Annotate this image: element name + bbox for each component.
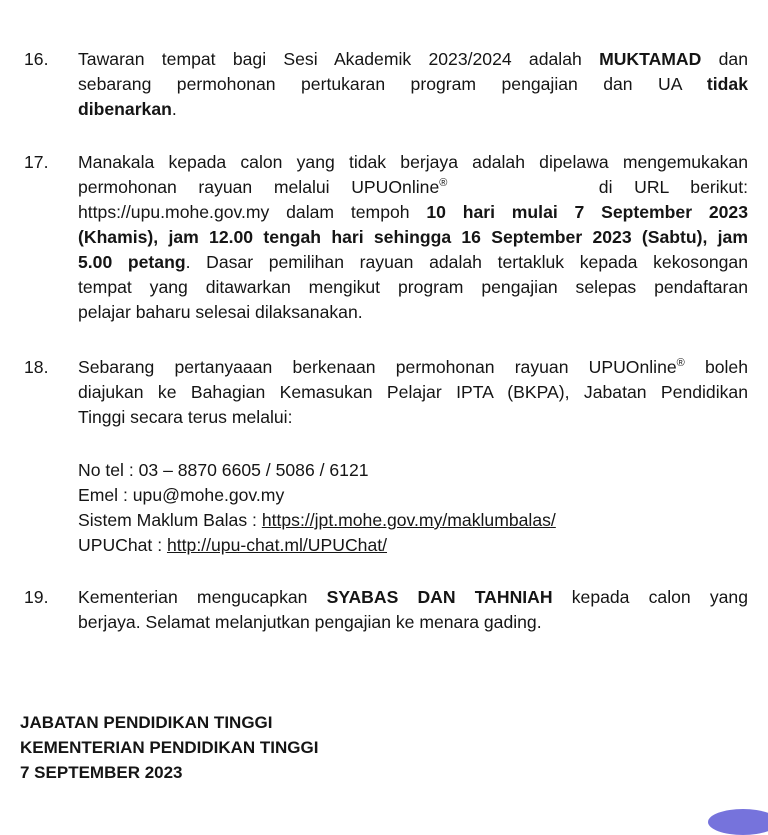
text-run: permohonan rayuan melalui UPUOnline bbox=[78, 177, 440, 197]
text-line bbox=[78, 250, 748, 275]
paragraph-number: 16. bbox=[24, 49, 49, 69]
bold-text: SYABAS DAN TAHNIAH bbox=[326, 587, 553, 607]
text-line: berjaya. Selamat melanjutkan pengajian ke menara gading. bbox=[78, 612, 542, 632]
text-run: . bbox=[171, 99, 177, 119]
contact-list bbox=[78, 458, 758, 558]
contact-chat bbox=[78, 533, 758, 558]
paragraph-body bbox=[78, 150, 748, 325]
text-run: kepada calon yang bbox=[552, 587, 748, 607]
chat-label: UPUChat : bbox=[78, 535, 167, 555]
text-run: . Dasar pemilihan rayuan adalah tertakluk kepada kekosongan bbox=[185, 252, 748, 272]
chat-link[interactable]: http://upu-chat.ml/UPUChat/ bbox=[166, 535, 388, 555]
text-line bbox=[78, 47, 748, 72]
registered-mark: ® bbox=[439, 177, 448, 189]
signature-block bbox=[20, 710, 318, 785]
paragraph-16 bbox=[24, 47, 748, 122]
text-run: boleh bbox=[704, 357, 749, 377]
text-run: Kementerian mengucapkan bbox=[78, 587, 327, 607]
paragraph-number: 19. bbox=[24, 587, 49, 607]
paragraph-17 bbox=[24, 150, 748, 325]
paragraph-body bbox=[78, 47, 748, 122]
bold-text: tidak bbox=[706, 74, 748, 94]
text-line bbox=[78, 355, 748, 380]
text-run: Sebarang pertanyaaan berkenaan permohonan rayuan UPUOnline bbox=[78, 357, 677, 377]
text-line: tempat yang ditawarkan mengikut program pengajian selepas pendaftaran bbox=[78, 277, 748, 297]
feedback-link[interactable]: https://jpt.mohe.gov.my/maklumbalas/ bbox=[261, 510, 556, 530]
text-line bbox=[78, 200, 748, 225]
text-run: dan bbox=[701, 49, 748, 69]
registered-mark: ® bbox=[676, 357, 685, 369]
bold-text: 5.00 petang bbox=[78, 252, 186, 272]
paragraph-number: 18. bbox=[24, 357, 49, 377]
department-name: JABATAN PENDIDIKAN TINGGI bbox=[20, 713, 273, 732]
text-line: Manakala kepada calon yang tidak berjaya adalah dipelawa mengemukakan bbox=[78, 152, 748, 172]
bold-text: dibenarkan bbox=[78, 99, 172, 119]
paragraph-19 bbox=[24, 585, 748, 635]
corner-overlay-shape bbox=[708, 809, 768, 835]
text-line: Tinggi secara terus melalui: bbox=[78, 407, 293, 427]
text-run: sebarang permohonan pertukaran program pengajian dan UA bbox=[78, 74, 707, 94]
text-line bbox=[78, 97, 748, 122]
bold-text: (Khamis), jam 12.00 tengah hari sehingga 16 September 2023 (Sabtu), jam bbox=[78, 227, 748, 247]
paragraph-body bbox=[78, 355, 748, 430]
text-line bbox=[78, 585, 748, 610]
bold-text: 10 hari mulai 7 September 2023 bbox=[426, 202, 748, 222]
feedback-label: Sistem Maklum Balas : bbox=[78, 510, 262, 530]
text-line: pelajar baharu selesai dilaksanakan. bbox=[78, 302, 363, 322]
ministry-name: KEMENTERIAN PENDIDIKAN TINGGI bbox=[20, 738, 319, 757]
paragraph-body bbox=[78, 585, 748, 635]
text-run: https://upu.mohe.gov.my dalam tempoh bbox=[78, 202, 427, 222]
contact-tel: No tel : 03 – 8870 6605 / 5086 / 6121 bbox=[78, 460, 369, 480]
text-line bbox=[78, 175, 748, 200]
text-line bbox=[78, 72, 748, 97]
contact-feedback bbox=[78, 508, 758, 533]
text-run: Tawaran tempat bagi Sesi Akademik 2023/2024 adalah bbox=[78, 49, 600, 69]
paragraph-18 bbox=[24, 355, 748, 430]
paragraph-number: 17. bbox=[24, 152, 49, 172]
text-run: di URL berikut: bbox=[598, 177, 748, 197]
issue-date: 7 SEPTEMBER 2023 bbox=[20, 763, 183, 782]
bold-text: MUKTAMAD bbox=[599, 49, 702, 69]
text-line: diajukan ke Bahagian Kemasukan Pelajar IPTA (BKPA), Jabatan Pendidikan bbox=[78, 382, 748, 402]
contact-email: Emel : upu@mohe.gov.my bbox=[78, 485, 285, 505]
text-line bbox=[78, 225, 748, 250]
